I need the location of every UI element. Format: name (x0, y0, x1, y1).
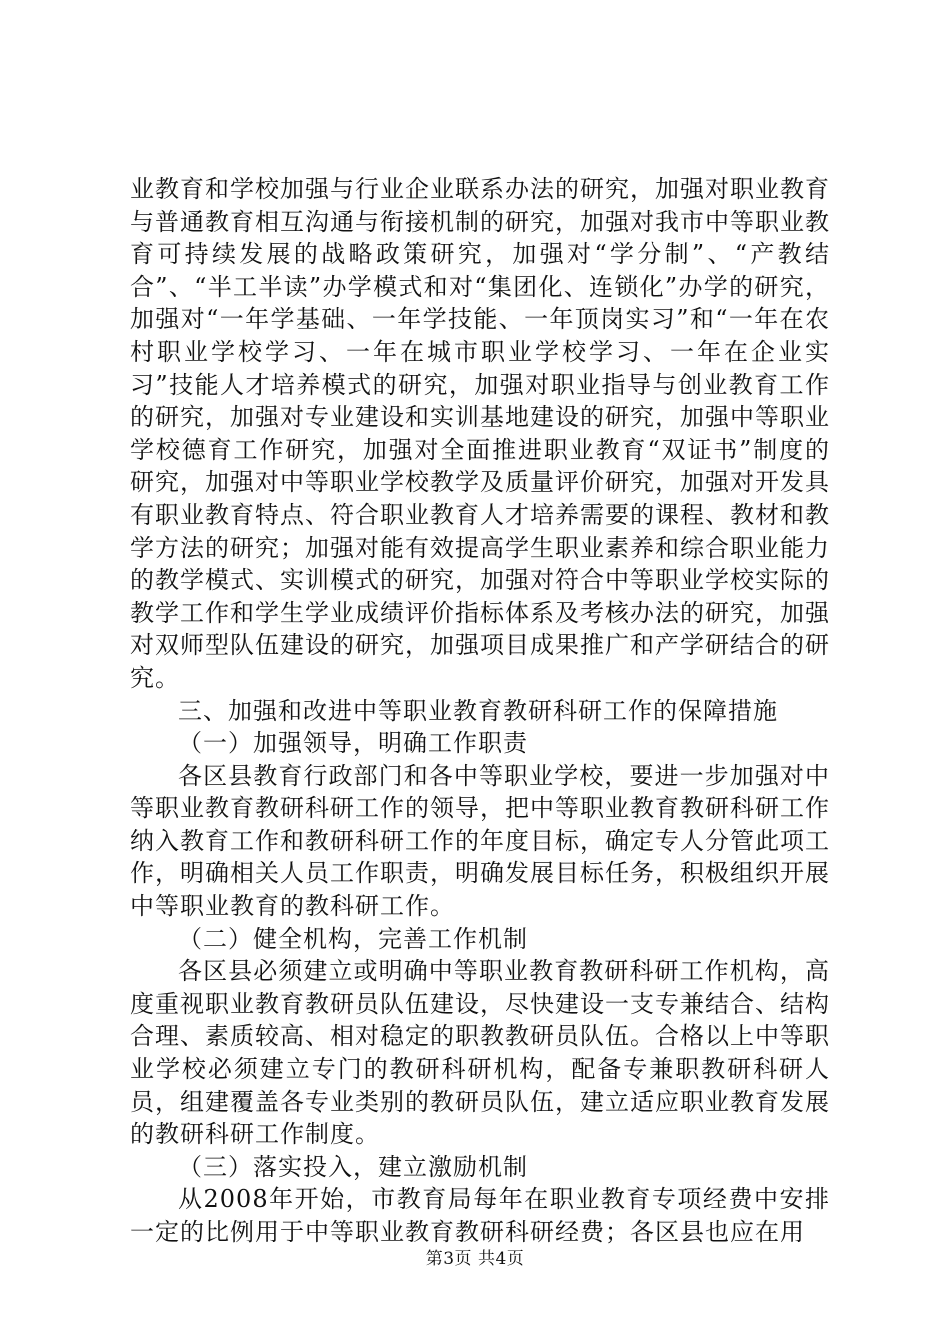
subheading-2: （二）健全机构，完善工作机制 (178, 924, 528, 953)
subheading-3: （三）落实投入，建立激励机制 (178, 1152, 528, 1181)
body-paragraph-3: 从2008年开始，市教育局每年在职业教育专项经费中安排一定的比例用于中等职业教育教研科研经费；各区县也应在用 (130, 1185, 830, 1246)
subheading-1: （一）加强领导，明确工作职责 (178, 729, 528, 758)
document-body (130, 173, 830, 1249)
page-number-footer: 第3页 共4页 (425, 1249, 525, 1269)
body-paragraph-continued: 业教育和学校加强与行业企业联系办法的研究，加强对职业教育与普通教育相互沟通与衔接机制的研究，加强对我市中等职业教育可持续发展的战略政策研究，加强对“学分制”、“产教结合”、“半工半读”办学模式和对“集团化、连锁化”办学的研究，加强对“一年学基础、一年学技能、一年顶岗实习”和“一年在农村职业学校学习、一年在城市职业学校学习、一年在企业实习”技能人才培养模式的研究，加强对职业指导与创业教育工作的研究，加强对专业建设和实训基地建设的研究，加强中等职业学校德育工作研究，加强对全面推进职业教育“双证书”制度的研究，加强对中等职业学校教学及质量评价研究，加强对开发具有职业教育特点、符合职业教育人才培养需要的课程、教材和教学方法的研究；加强对能有效提高学生职业素养和综合职业能力的教学模式、实训模式的研究，加强对符合中等职业学校实际的教学工作和学生学业成绩评价指标体系及考核办法的研究，加强对双师型队伍建设的研究，加强项目成果推广和产学研结合的研究。 (130, 175, 830, 692)
body-paragraph-1: 各区县教育行政部门和各中等职业学校，要进一步加强对中等职业教育教研科研工作的领导，把中等职业教育教研科研工作纳入教育工作和教研科研工作的年度目标，确定专人分管此项工作，明确相关人员工作职责，明确发展目标任务，积极组织开展中等职业教育的教科研工作。 (130, 761, 830, 921)
body-paragraph-2: 各区县必须建立或明确中等职业教育教研科研工作机构，高度重视职业教育教研员队伍建设，尽快建设一支专兼结合、结构合理、素质较高、相对稳定的职教教研员队伍。合格以上中等职业学校必须建立专门的教研科研机构，配备专兼职教研科研人员，组建覆盖各专业类别的教研员队伍，建立适应职业教育发展的教研科研工作制度。 (130, 957, 830, 1149)
section-heading-3: 三、加强和改进中等职业教育教研科研工作的保障措施 (178, 696, 778, 725)
